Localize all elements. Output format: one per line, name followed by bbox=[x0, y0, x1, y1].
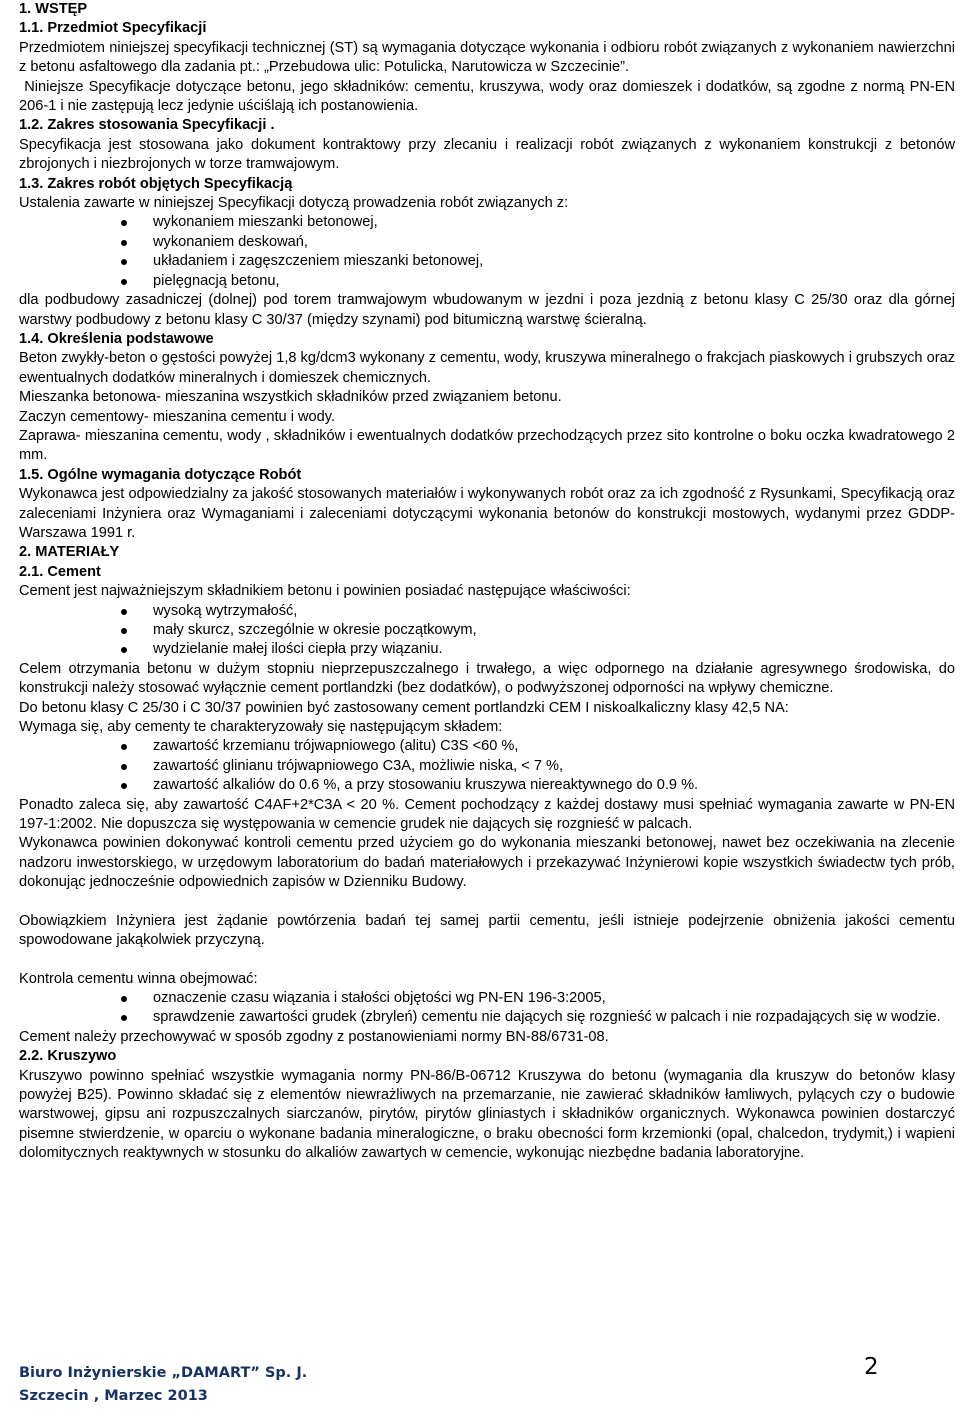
paragraph: Specyfikacja jest stosowana jako dokument kontraktowy przy zlecaniu i realizacji robót związanych z wykonaniem konstrukcji z betonów zbrojonych i niezbrojonych w torze tramwajowym. bbox=[19, 136, 955, 173]
list-item: wydzielanie małej ilości ciepła przy wiązaniu. bbox=[19, 640, 955, 659]
bullet-list bbox=[19, 737, 955, 795]
paragraph: Ponadto zaleca się, aby zawartość C4AF+2*C3A < 20 %. Cement pochodzący z każdej dostawy musi spełniać wymagania zawarte w PN-EN 197-1:2002. Nie dopuszcza się występowania w cemencie grudek nie dających się rozgnieść w palcach. bbox=[19, 796, 955, 833]
section-heading-2: 2. MATERIAŁY bbox=[19, 544, 120, 561]
section-heading-2-2: 2.2. Kruszywo bbox=[19, 1048, 117, 1065]
section-heading-1: 1. WSTĘP bbox=[19, 1, 88, 17]
paragraph: Przedmiotem niniejszej specyfikacji technicznej (ST) są wymagania dotyczące wykonania i odbioru robót związanych z wykonaniem nawierzchni z betonu asfaltowego dla zadania pt.: „Przebudowa ulic: Potulicka, Narutowicza w Szczecinie”. bbox=[19, 39, 955, 76]
bullet-list bbox=[19, 602, 955, 660]
bullet-list bbox=[19, 213, 955, 291]
list-item: pielęgnacją betonu, bbox=[19, 272, 955, 291]
section-heading-2-1: 2.1. Cement bbox=[19, 563, 101, 580]
paragraph: Cement jest najważniejszym składnikiem betonu i powinien posiadać następujące właściwości: bbox=[19, 583, 631, 600]
page-number: 2 bbox=[864, 1354, 879, 1380]
section-heading-1-4: 1.4. Określenia podstawowe bbox=[19, 330, 214, 347]
list-item: wysoką wytrzymałość, bbox=[19, 602, 955, 621]
list-item: mały skurcz, szczególnie w okresie początkowym, bbox=[19, 621, 955, 640]
paragraph: Mieszanka betonowa- mieszanina wszystkich składników przed związaniem betonu. bbox=[19, 389, 562, 406]
paragraph: Cement należy przechowywać w sposób zgodny z postanowieniami normy BN-88/6731-08. bbox=[19, 1028, 609, 1045]
paragraph: Zaprawa- mieszanina cementu, wody , składników i ewentualnych dodatków przechodzących przez sito kontrolne o boku oczka kwadratowego 2 mm. bbox=[19, 427, 955, 464]
spacer bbox=[19, 951, 955, 970]
footer-place-date: Szczecin , Marzec 2013 bbox=[19, 1388, 208, 1404]
paragraph: Wykonawca jest odpowiedzialny za jakość stosowanych materiałów i wykonywanych robót oraz za ich zgodność z Rysunkami, Specyfikacją oraz zaleceniami Inżyniera oraz Wymaganiami i zaleceniami dotyczącymi wykonania betonów do konstrukcji mostowych, wydanymi przez GDDP- Warszawa 1991 r. bbox=[19, 486, 955, 541]
bullet-list bbox=[19, 989, 955, 1028]
paragraph: Do betonu klasy C 25/30 i C 30/37 powinien być zastosowany cement portlandzki CEM I niskoalkaliczny klasy 42,5 NA: bbox=[19, 699, 789, 716]
section-heading-1-1: 1.1. Przedmiot Specyfikacji bbox=[19, 20, 207, 37]
section-heading-1-5: 1.5. Ogólne wymagania dotyczące Robót bbox=[19, 466, 302, 483]
list-item: zawartość krzemianu trójwapniowego (alitu) C3S <60 %, bbox=[19, 737, 955, 756]
paragraph: dla podbudowy zasadniczej (dolnej) pod torem tramwajowym wbudowanym w jezdni i poza jezdnią z betonu klasy C 25/30 oraz dla górnej warstwy podbudowy z betonu klasy C 30/37 (między szynami) pod bitumiczną warstwę ścieralną. bbox=[19, 292, 955, 328]
paragraph: Kruszywo powinno spełniać wszystkie wymagania normy PN-86/B-06712 Kruszywa do betonu (wymagania dla kruszyw do betonów klasy powyżej B25). Powinno składać się z elementów niewrażliwych na przemarzanie, nie zawierać składników łamliwych, pylących czy o budowie warstwowej, gipsu ani rozpuszczalnych siarczanów, pirytów, pirytów gliniastych i składników organicznych. Wykonawca powinien dostarczyć pisemne stwierdzenie, w oparciu o wykonane badania mineralogiczne, o braku obecności form krzemionki (opal, chalcedon, trydymit,) i wapieni dolomitycznych reaktywnych w stosunku do alkaliów zawartych w cemencie, wykonując niezbędne badania laboratoryjne. bbox=[19, 1067, 955, 1162]
paragraph: Wymaga się, aby cementy te charakteryzowały się następującym składem: bbox=[19, 719, 503, 736]
paragraph: Beton zwykły-beton o gęstości powyżej 1,8 kg/dcm3 wykonany z cementu, wody, kruszywa mineralnego o frakcjach piaskowych i grubszych oraz ewentualnych dodatków mineralnych i domieszek chemicznych. bbox=[19, 350, 955, 386]
paragraph: Zaczyn cementowy- mieszanina cementu i wody. bbox=[19, 408, 336, 425]
list-item: wykonaniem mieszanki betonowej, bbox=[19, 213, 955, 232]
paragraph: Ustalenia zawarte w niniejszej Specyfikacji dotyczą prowadzenia robót związanych z: bbox=[19, 195, 569, 212]
paragraph: Obowiązkiem Inżyniera jest żądanie powtórzenia badań tej samej partii cementu, jeśli istnieje podejrzenie obniżenia jakości cementu spowodowane jakąkolwiek przyczyną. bbox=[19, 912, 955, 949]
section-heading-1-2: 1.2. Zakres stosowania Specyfikacji . bbox=[19, 117, 275, 134]
list-item: zawartość alkaliów do 0.6 %, a przy stosowaniu kruszywa niereaktywnego do 0.9 %. bbox=[19, 776, 955, 795]
paragraph: Wykonawca powinien dokonywać kontroli cementu przed użyciem go do wykonania mieszanki betonowej, nawet bez oczekiwania na zlecenie nadzoru inwestorskiego, w urzędowym laboratorium do badań materiałowych i przekazywać Inżynierowi kopie wszystkich świadectw tych prób, dokonując jednocześnie odpowiednich zapisów w Dzienniku Budowy. bbox=[19, 835, 955, 891]
list-item: zawartość glinianu trójwapniowego C3A, możliwie niska, < 7 %, bbox=[19, 757, 955, 776]
spacer bbox=[19, 893, 955, 912]
paragraph: Celem otrzymania betonu w dużym stopniu nieprzepuszczalnego i trwałego, a więc odpornego na działanie agresywnego środowiska, do konstrukcji należy stosować wyłącznie cement portlandzki (bez dodatków), o podwyższonej odporności na wpływy chemiczne. bbox=[19, 660, 955, 697]
list-item: sprawdzenie zawartości grudek (zbryleń) cementu nie dających się rozgnieść w palcach i nie rozpadających się w wodzie. bbox=[19, 1008, 955, 1027]
paragraph: Niniejsze Specyfikacje dotyczące betonu, jego składników: cementu, kruszywa, wody oraz domieszek i dodatków, są zgodne z normą PN-EN 206-1 i nie zastępują lecz jedynie uściślają ich postanowienia. bbox=[19, 78, 960, 115]
footer-company: Biuro Inżynierskie „DAMART” Sp. J. bbox=[19, 1365, 308, 1381]
document-body bbox=[19, 0, 960, 1164]
section-heading-1-3: 1.3. Zakres robót objętych Specyfikacją bbox=[19, 175, 293, 192]
list-item: oznaczenie czasu wiązania i stałości objętości wg PN-EN 196-3:2005, bbox=[19, 989, 955, 1008]
list-item: wykonaniem deskowań, bbox=[19, 233, 955, 252]
list-item: układaniem i zagęszczeniem mieszanki betonowej, bbox=[19, 252, 955, 271]
paragraph: Kontrola cementu winna obejmować: bbox=[19, 970, 258, 987]
page-footer bbox=[19, 1362, 307, 1408]
